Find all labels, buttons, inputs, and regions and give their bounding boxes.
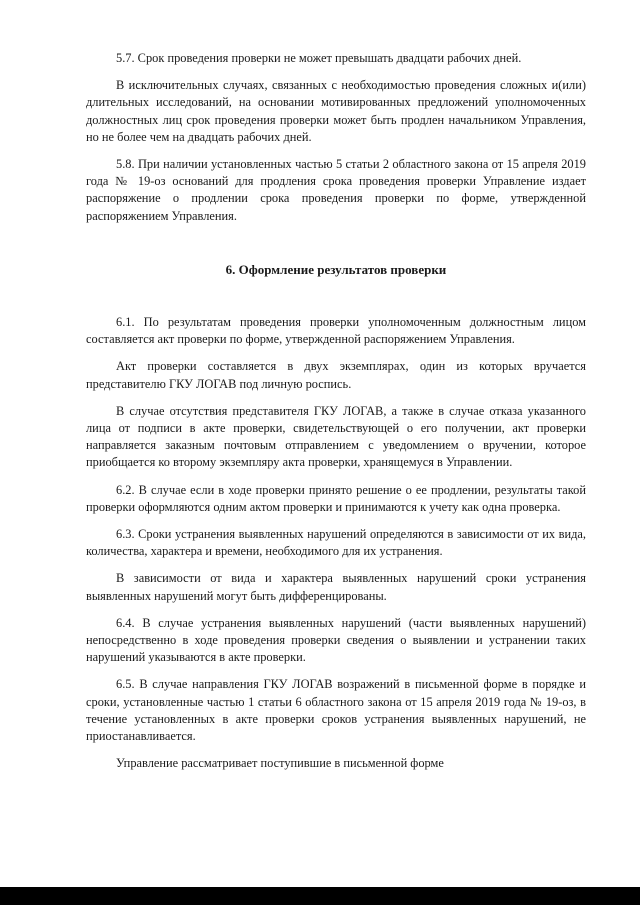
paragraph-6-1-copies: Акт проверки составляется в двух экземплярах, один из которых вручается представителю ГКУ ЛОГАВ под личную роспись. — [86, 359, 586, 391]
document-page — [86, 50, 586, 783]
paragraph-6-3: 6.3. Сроки устранения выявленных нарушений определяются в зависимости от их вида, количества, характера и времени, необходимого для их устранения. — [86, 527, 586, 559]
paragraph-6-3-differentiation: В зависимости от вида и характера выявленных нарушений сроки устранения выявленных нарушений могут быть дифференцированы. — [86, 571, 586, 603]
paragraph-5-7: 5.7. Срок проведения проверки не может превышать двадцати рабочих дней. — [116, 51, 522, 65]
scan-bottom-edge — [0, 887, 640, 905]
paragraph-6-1: 6.1. По результатам проведения проверки уполномоченным должностным лицом составляется акт проверки по форме, утвержденной распоряжением Управления. — [86, 315, 586, 347]
paragraph-5-7-exceptions: В исключительных случаях, связанных с необходимостью проведения сложных и(или) длительных исследований, на основании мотивированных предложений уполномоченных должностных лиц срок проведения проверки может быть продлен начальником Управления, но не более чем на двадцать рабочих дней. — [86, 78, 586, 144]
paragraph-6-2: 6.2. В случае если в ходе проверки принято решение о ее продлении, результаты такой проверки оформляются одним актом проверки и принимаются к учету как одна проверка. — [86, 482, 586, 514]
section-title: 6. Оформление результатов проверки — [225, 261, 447, 277]
paragraph-6-5-continued: Управление рассматривает поступившие в письменной форме — [116, 756, 444, 771]
paragraph-6-5: 6.5. В случае направления ГКУ ЛОГАВ возражений в письменной форме в порядке и сроки, установленные частью 1 статьи 6 областного закона от 15 апреля 2019 года № 19-оз, в течение установленных в акте проверки сроков устранения выявленных нарушений, не приостанавливается. — [86, 677, 586, 744]
paragraph-6-1-absence: В случае отсутствия представителя ГКУ ЛОГАВ, а также в случае отказа указанного лица от подписи в акте проверки, свидетельствующей о его получении, акт проверки направляется заказным почтовым отправлением с уведомлением о вручении, которое приобщается ко второму экземпляру акта проверки, хранящемуся в Управлении. — [86, 403, 586, 470]
paragraph-6-4: 6.4. В случае устранения выявленных нарушений (части выявленных нарушений) непосредственно в ходе проведения проверки сведения о выявлении и устранении таких нарушений указываются в акте проверки. — [86, 615, 586, 665]
paragraph-5-8: 5.8. При наличии установленных частью 5 статьи 2 областного закона от 15 апреля 2019 года № 19-оз оснований для продления срока проведения проверки Управление издает распоряжение о продлении срока проведения проверки по форме, утвержденной распоряжением Управления. — [86, 157, 586, 223]
